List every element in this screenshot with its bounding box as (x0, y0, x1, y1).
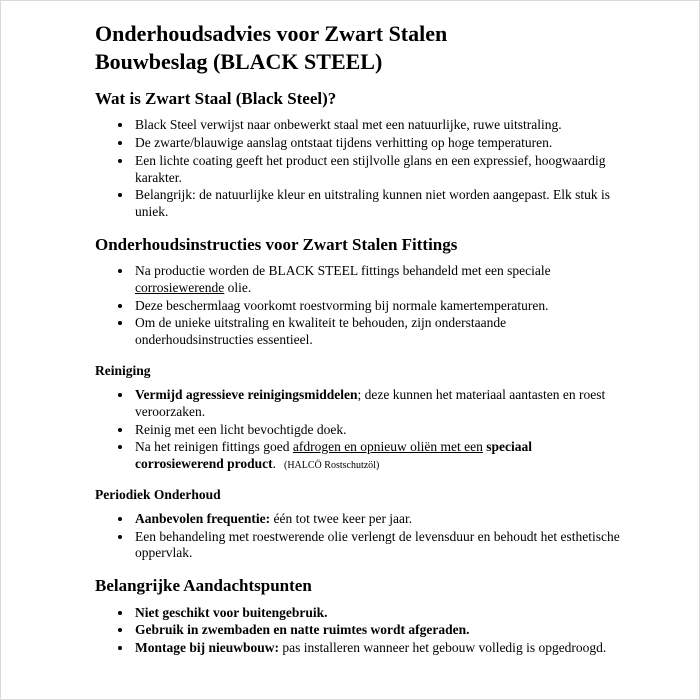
section-heading-aandachtspunten: Belangrijke Aandachtspunten (95, 576, 312, 596)
list-item (133, 387, 620, 420)
text-segment: één tot twee keer per jaar. (270, 510, 413, 526)
list-item: • Een behandeling met roestwerende olie verlengt de levensduur en behoudt het esthetische oppervlak. (133, 529, 620, 562)
list-onderhoudsinstructies (95, 263, 620, 349)
list-item (133, 511, 620, 528)
list-periodiek-onderhoud (95, 511, 620, 562)
list-wat-is-zwart-staal (95, 117, 620, 220)
bold-text: Vermijd agressieve reinigingsmiddelen (135, 387, 358, 403)
section-heading-onderhoudsinstructies: Onderhoudsinstructies voor Zwart Stalen Fittings (95, 234, 458, 254)
subsection-heading-reiniging: Reiniging (95, 362, 151, 378)
list-aandachtspunten (95, 605, 620, 657)
list-item: • Een lichte coating geeft het product een stijlvolle glans en een expressief, hoogwaardig karakter. (133, 153, 620, 186)
list-item: • De zwarte/blauwige aanslag ontstaat tijdens verhitting op hoge temperaturen. (133, 135, 620, 152)
list-item: • Reinig met een licht bevochtigde doek. (133, 422, 620, 439)
list-item: • Gebruik in zwembaden en natte ruimtes wordt afgeraden. (133, 622, 620, 639)
bold-text: speciaal corrosiewerend product (135, 439, 533, 471)
text-segment: olie. (224, 279, 252, 295)
text-segment: Na het reinigen fittings goed (135, 439, 293, 455)
underlined-text: afdrogen en opnieuw oliën met een (292, 439, 483, 455)
list-item: • Deze beschermlaag voorkomt roestvorming bij normale kamertemperaturen. (133, 298, 620, 315)
text-segment: Na productie worden de BLACK STEEL fittings behandeld met een speciale (135, 263, 551, 279)
list-item (133, 263, 620, 296)
text-segment: . (272, 455, 276, 471)
list-reiniging (95, 387, 620, 473)
list-item (133, 439, 620, 472)
bold-text: Aanbevolen frequentie: (135, 510, 271, 526)
text-segment: pas installeren wanneer het gebouw volledig is opgedroogd. (279, 639, 607, 655)
document-title: Onderhoudsadvies voor Zwart Stalen Bouwbeslag (BLACK STEEL) (95, 21, 448, 74)
list-item: • Belangrijk: de natuurlijke kleur en uitstraling kunnen niet worden aangepast. Elk stuk is uniek. (133, 187, 620, 220)
section-heading-wat-is-zwart-staal: Wat is Zwart Staal (Black Steel)? (95, 89, 337, 108)
list-item: • Niet geschikt voor buitengebruik. (133, 605, 620, 622)
subsection-heading-periodiek-onderhoud: Periodiek Onderhoud (95, 486, 221, 502)
list-item (133, 640, 620, 657)
list-item: • Black Steel verwijst naar onbewerkt staal met een natuurlijke, ruwe uitstraling. (133, 117, 620, 134)
bold-text: Montage bij nieuwbouw: (135, 639, 280, 655)
underlined-text: corrosiewerende (135, 279, 225, 295)
list-item: • Om de unieke uitstraling en kwaliteit te behouden, zijn onderstaande onderhoudsinstructies essentieel. (133, 315, 620, 348)
text-segment: ; deze kunnen het materiaal aantasten en roest veroorzaken. (135, 387, 606, 419)
product-note: (HALCÖ Rostschutzöl) (284, 459, 380, 471)
